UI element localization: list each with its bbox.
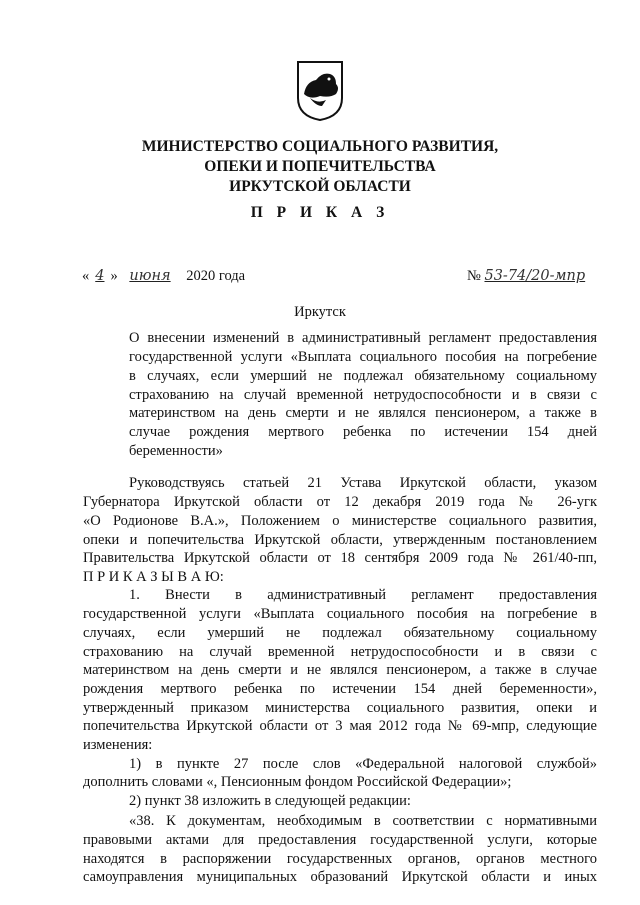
- body-line: опеки и попечительства Иркутской области, утвержденным постановлением: [83, 532, 597, 548]
- body-line: рождения мертвого ребенка по истечении 154 дней беременности»,: [83, 681, 597, 697]
- body-line: 1) в пункте 27 после слов «Федеральной налоговой службой»: [129, 756, 597, 772]
- ministry-name-line-2: ОПЕКИ И ПОПЕЧИТЕЛЬСТВА: [204, 158, 436, 175]
- body-line: Губернатора Иркутской области от 12 декабря 2019 года № 26-угк: [83, 494, 597, 510]
- document-type: П Р И К А З: [250, 204, 390, 221]
- subject-line: беременности»: [129, 443, 223, 459]
- ministry-name-line-1: МИНИСТЕРСТВО СОЦИАЛЬНОГО РАЗВИТИЯ,: [141, 138, 499, 155]
- body-line: «О Родионове В.А.», Положением о министерстве социального развития,: [83, 513, 597, 529]
- ministry-name-line-3: ИРКУТСКОЙ ОБЛАСТИ: [229, 178, 411, 195]
- body-line: случаях, если умерший не подлежал обязательному социальному: [83, 625, 597, 641]
- coat-of-arms-emblem: [296, 60, 344, 122]
- body-line: 2) пункт 38 изложить в следующей редакции:: [129, 793, 411, 809]
- body-line: государственной услуги «Выплата социального пособия на погребение в: [83, 606, 597, 622]
- subject-line: страхованию на случай временной нетрудоспособности и в связи с: [129, 387, 597, 403]
- body-line: П Р И К А З Ы В А Ю:: [83, 569, 224, 585]
- body-line: материнством на день смерти и не являлся пенсионером, а также в случае: [83, 662, 597, 678]
- body-line: «38. К документам, необходимым в соответствии с нормативными: [129, 813, 597, 829]
- date-day: 4: [95, 268, 105, 284]
- order-date: « 4 » июня 2020 года: [82, 268, 246, 284]
- body-line: правовыми актами для предоставления государственной услуги, которые: [83, 832, 597, 848]
- subject-line: в случаях, если умерший не подлежал обязательному социальному: [129, 368, 597, 384]
- body-line: страхованию на случай временной нетрудоспособности и в связи с: [83, 644, 597, 660]
- body-line: Руководствуясь статьей 21 Устава Иркутской области, указом: [129, 475, 597, 491]
- body-line: Правительства Иркутской области от 18 сентября 2009 года № 261/40-пп,: [83, 550, 597, 566]
- city: Иркутск: [294, 304, 346, 320]
- body-line: 1. Внести в административный регламент предоставления: [129, 587, 597, 603]
- date-year: 2020 года: [186, 268, 246, 284]
- body-line: самоуправления муниципальных образований Иркутской области и иных: [83, 869, 597, 885]
- date-month: июня: [129, 268, 171, 284]
- body-line: дополнить словами «, Пенсионным фондом Российской Федерации»;: [83, 774, 512, 790]
- subject-line: материнством на день смерти и не являлся пенсионером, а также в: [129, 405, 597, 421]
- body-line: попечительства Иркутской области от 3 мая 2012 года № 69-мпр, следующие: [83, 718, 597, 734]
- body-line: находятся в распоряжении государственных органов, органов местного: [83, 851, 597, 867]
- subject-line: случае рождения мертвого ребенка по истечении 154 дней: [129, 424, 597, 440]
- subject-line: государственной услуги «Выплата социального пособия на погребение: [129, 349, 597, 365]
- body-line: изменения:: [83, 737, 153, 753]
- order-number-value: 53-74/20-мпр: [484, 268, 586, 284]
- subject-line: О внесении изменений в административный регламент предоставления: [129, 330, 597, 346]
- body-line: утвержденный приказом министерства социального развития, опеки и: [83, 700, 597, 716]
- order-number: № 53-74/20-мпр: [467, 268, 586, 284]
